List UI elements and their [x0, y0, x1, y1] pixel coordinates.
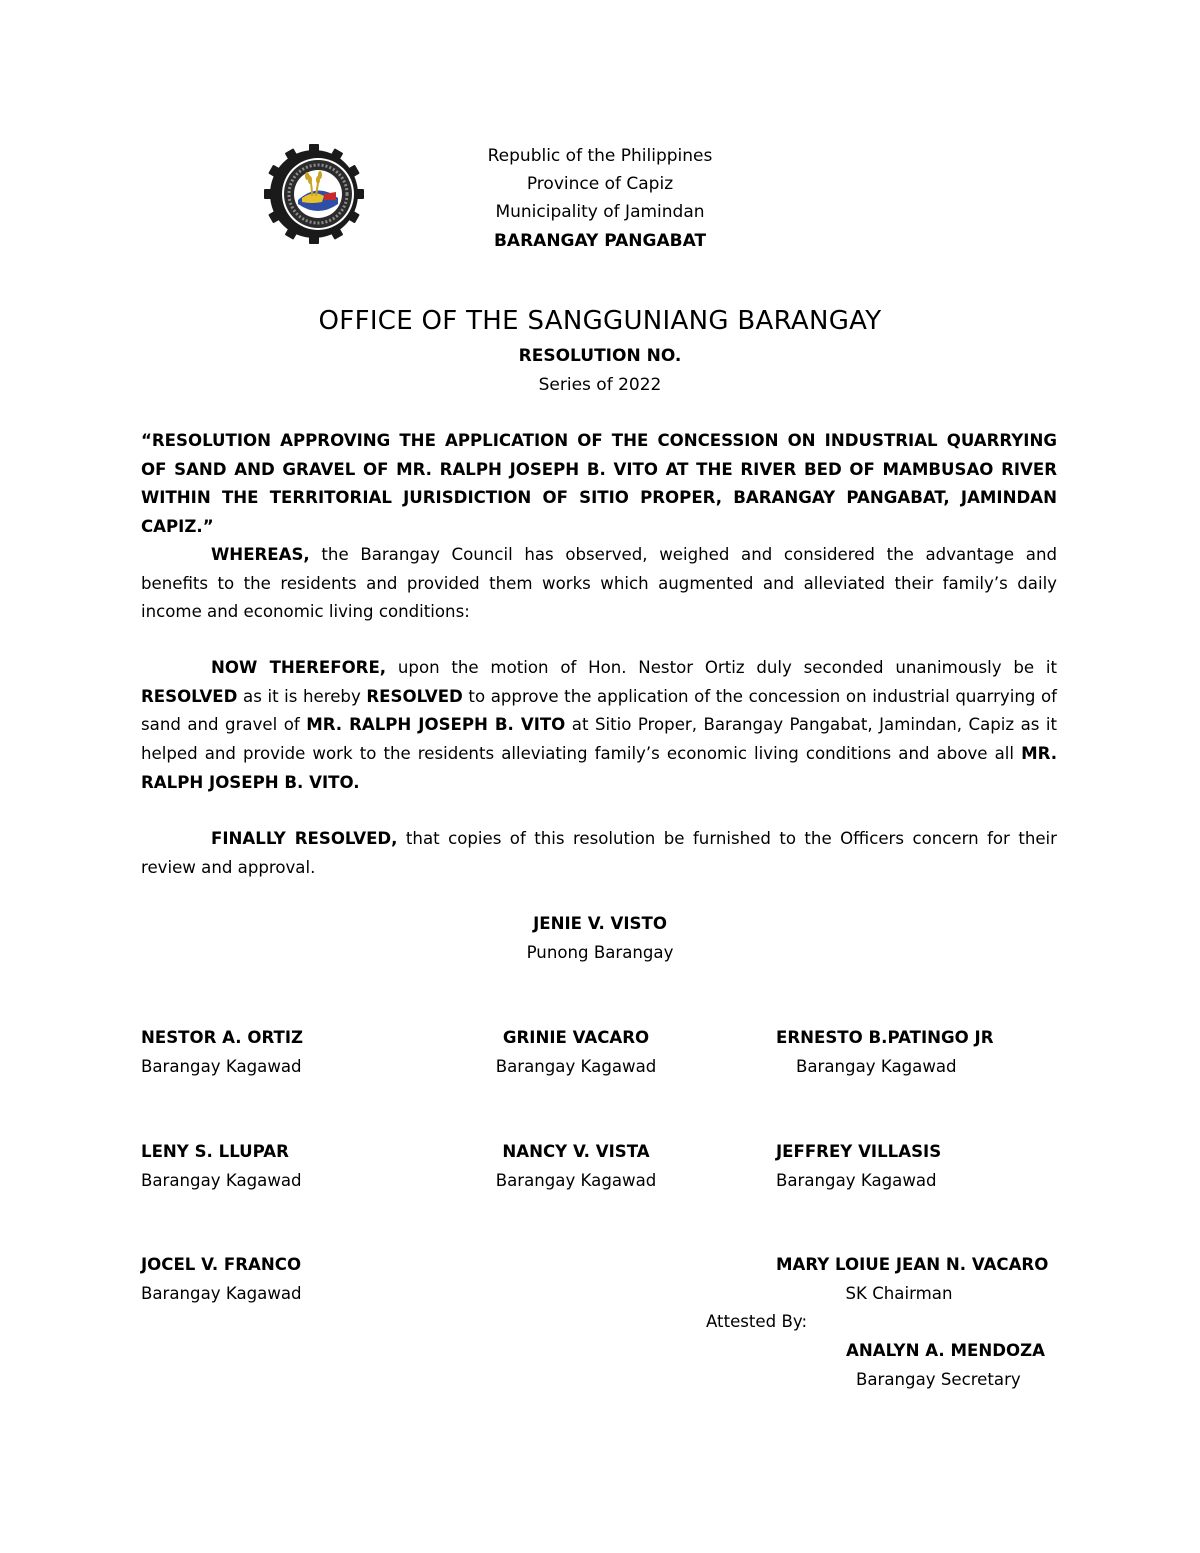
now-therefore-lead: NOW THEREFORE,	[211, 658, 387, 677]
kagawad-name: JOCEL V. FRANCO	[141, 1255, 302, 1274]
punong-barangay-title: Punong Barangay	[526, 943, 674, 962]
header-republic: Republic of the Philippines	[487, 146, 713, 166]
now-therefore-text-3: to approve the application of the concession on industrial quarrying of sand and gravel of	[141, 686, 1057, 735]
finally-text: that copies of this resolution be furnished to the Officers concern for their review and approval.	[141, 829, 1057, 877]
kagawad-title: Barangay Kagawad	[495, 1171, 657, 1190]
header-province: Province of Capiz	[526, 174, 674, 194]
kagawad-title: Barangay Kagawad	[495, 1057, 657, 1076]
kagawad-name: NESTOR A. ORTIZ	[141, 1028, 304, 1047]
now-therefore-text-1: upon the motion of Hon. Nestor Ortiz duly seconded unanimously be it	[386, 658, 1057, 677]
applicant-name-1: MR. RALPH JOSEPH B. VITO	[306, 715, 566, 735]
resolution-series: Series of 2022	[538, 375, 662, 395]
kagawad-title: Barangay Kagawad	[776, 1171, 937, 1190]
office-title: OFFICE OF THE SANGGUNIANG BARANGAY	[318, 306, 882, 336]
applicant-name-2: MR. RALPH JOSEPH B. VITO.	[141, 744, 1057, 792]
kagawad-name: ERNESTO B.PATINGO JR	[776, 1028, 994, 1047]
resolution-title: “RESOLUTION APPROVING THE APPLICATION OF THE CONCESSION ON INDUSTRIAL QUARRYING OF SAND AND GRAVEL OF MR. RALPH JOSEPH B. VITO AT THE RIVER BED OF MAMBUSAO RIVER WITHIN THE TERRITORIAL JURISDICTION OF SITIO PROPER, BARANGAY PANGABAT, JAMINDAN CAPIZ.”	[141, 431, 1057, 537]
kagawad-name: GRINIE VACARO	[502, 1028, 650, 1047]
resolved-1: RESOLVED	[141, 686, 238, 706]
whereas-text: the Barangay Council has observed, weighed and considered the advantage and benefits to the residents and provided them works which augmented and alleviated their family’s daily income and economic living conditions:	[141, 545, 1057, 622]
kagawad-title: Barangay Kagawad	[141, 1284, 302, 1303]
sk-chairman-title: SK Chairman	[845, 1284, 953, 1303]
kagawad-name: LENY S. LLUPAR	[141, 1142, 289, 1161]
kagawad-title: Barangay Kagawad	[141, 1171, 302, 1190]
header-barangay: BARANGAY PANGABAT	[493, 231, 707, 251]
now-therefore-text-2: as it is hereby	[237, 686, 367, 706]
kagawad-name: JEFFREY VILLASIS	[776, 1142, 942, 1161]
kagawad-title: Barangay Kagawad	[141, 1057, 302, 1076]
sk-chairman-name: MARY LOIUE JEAN N. VACARO	[776, 1255, 1049, 1274]
kagawad-name: NANCY V. VISTA	[502, 1142, 650, 1161]
punong-barangay-name: JENIE V. VISTO	[533, 914, 667, 933]
whereas-paragraph	[141, 541, 1057, 627]
secretary-title: Barangay Secretary	[856, 1370, 1021, 1389]
attested-by-label: Attested By:	[706, 1312, 808, 1331]
whereas-lead: WHEREAS,	[211, 545, 310, 564]
now-therefore-text-4: at Sitio Proper, Barangay Pangabat, Jamindan, Capiz as it helped and provide work to the residents alleviating family’s economic living conditions and above all	[141, 715, 1058, 764]
header-municipality: Municipality of Jamindan	[495, 202, 705, 222]
resolution-number: RESOLUTION NO.	[518, 346, 682, 366]
resolved-2: RESOLVED	[366, 686, 463, 706]
secretary-name: ANALYN A. MENDOZA	[846, 1341, 1045, 1360]
finally-lead: FINALLY RESOLVED,	[211, 829, 398, 848]
finally-paragraph	[141, 825, 1057, 882]
now-therefore-paragraph	[141, 654, 1057, 798]
kagawad-title: Barangay Kagawad	[796, 1057, 957, 1076]
